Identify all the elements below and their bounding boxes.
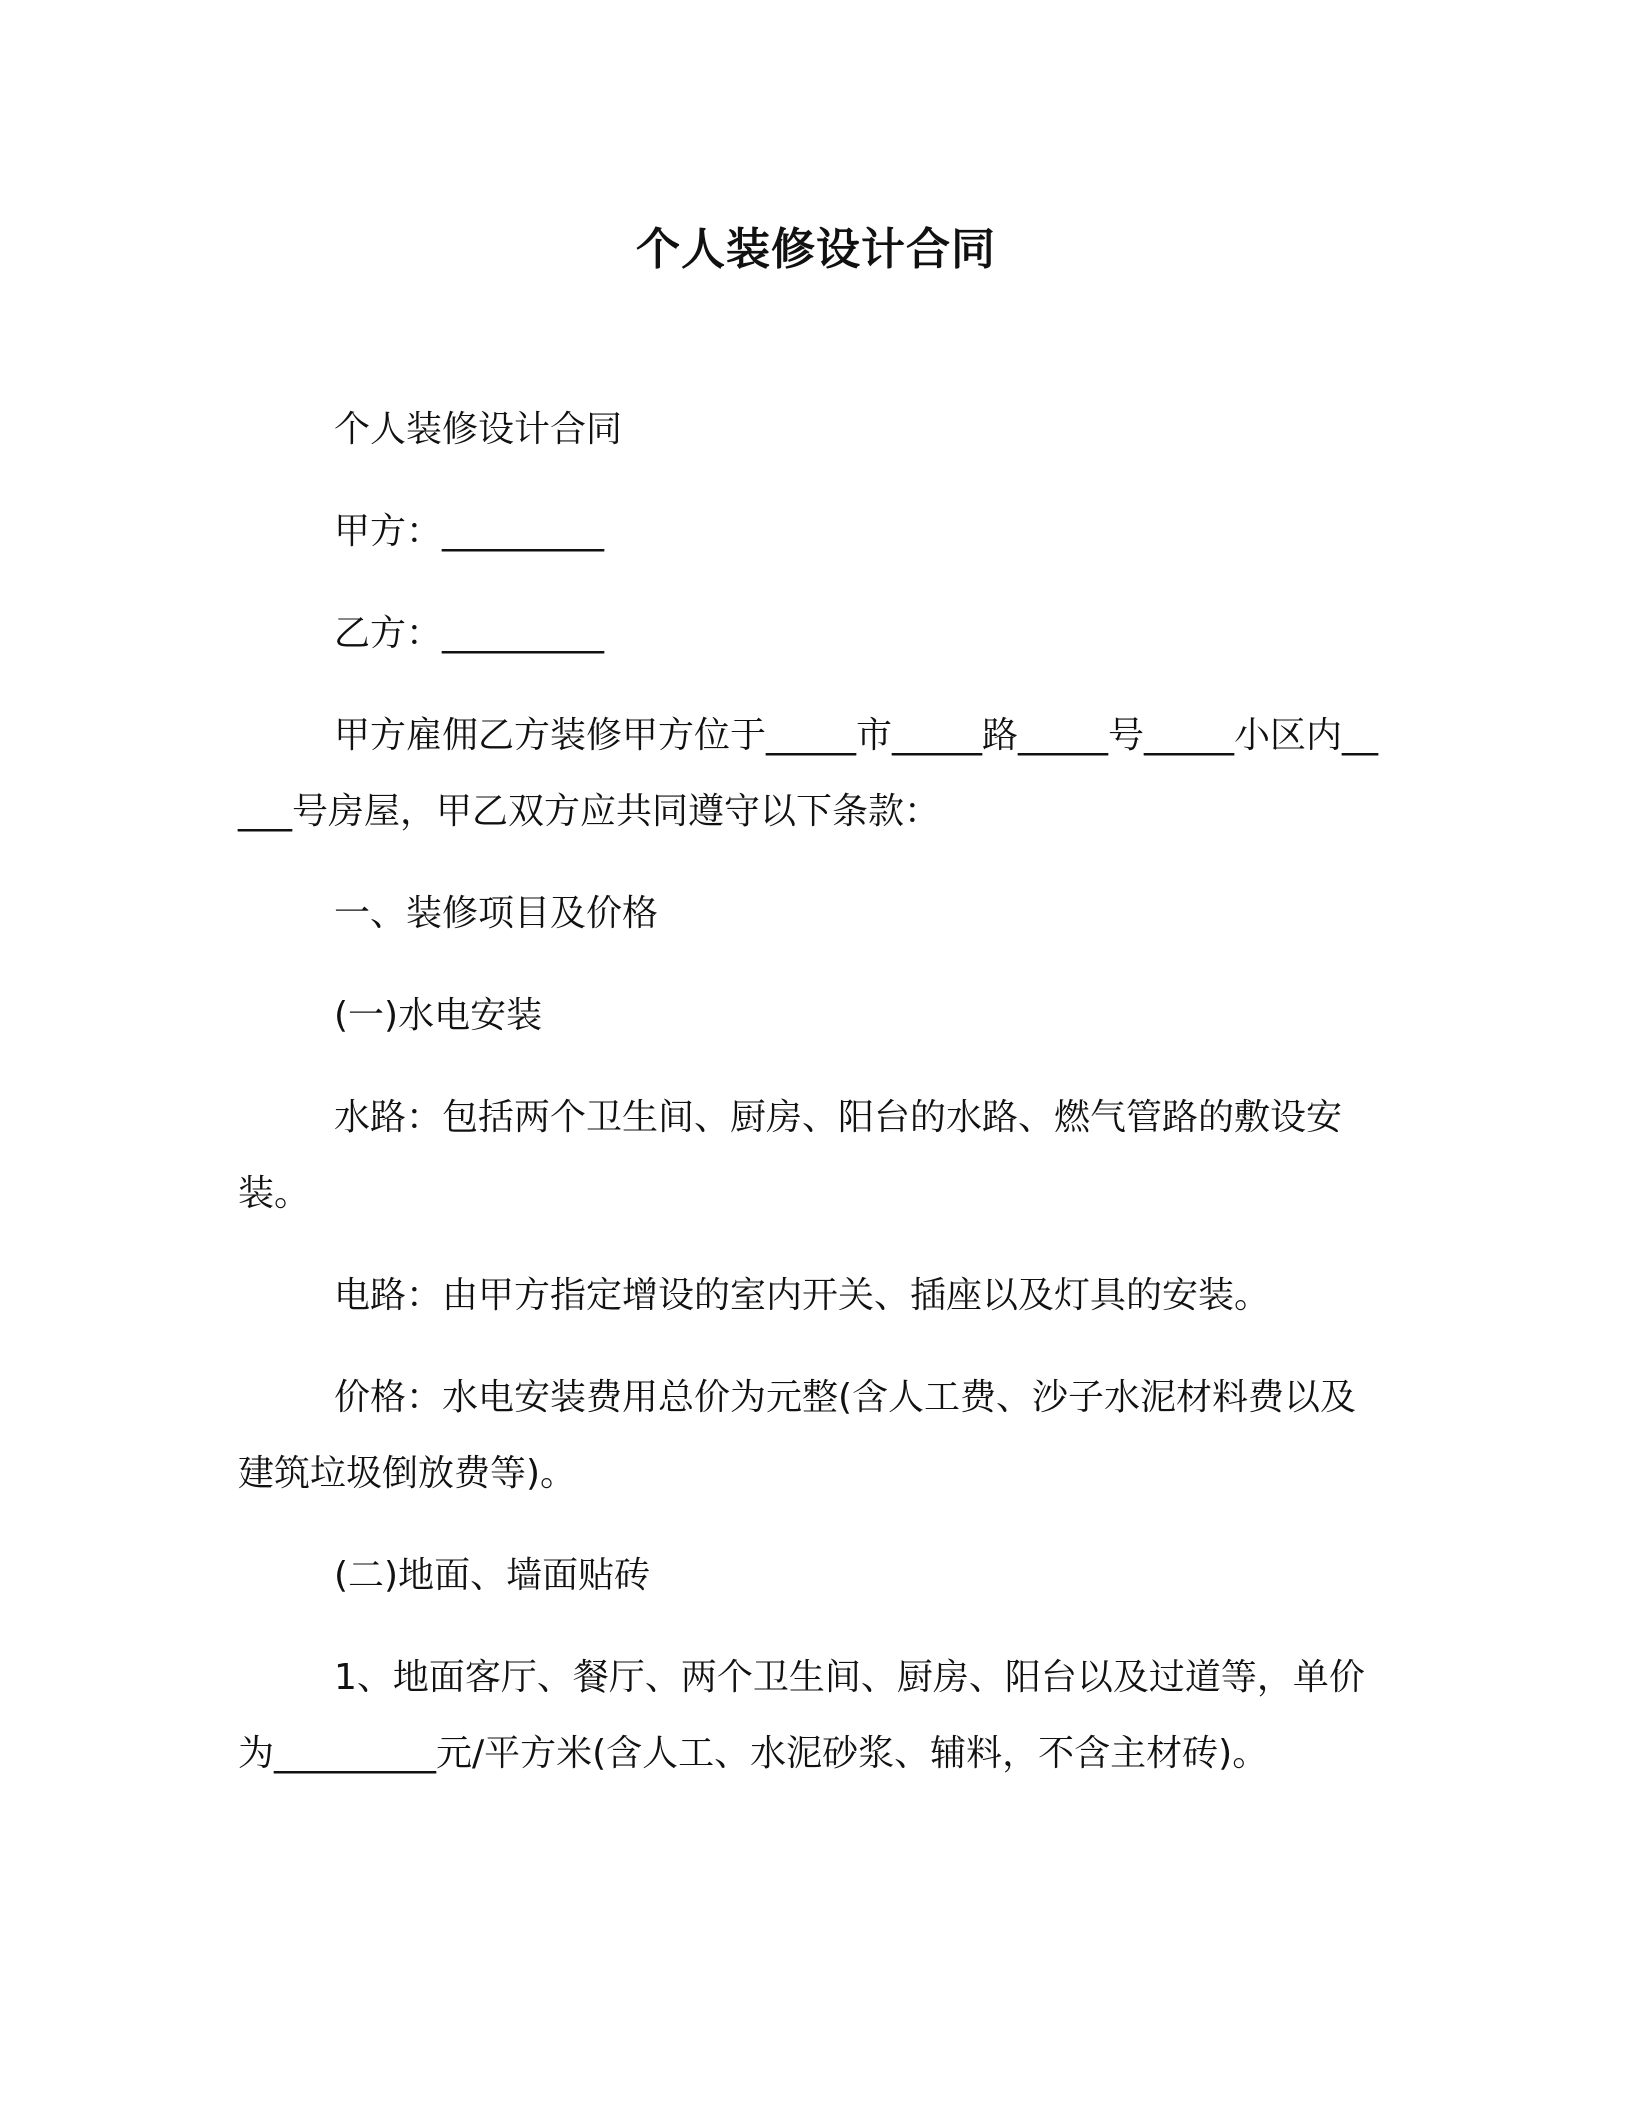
document-title: 个人装修设计合同	[636, 224, 996, 275]
electric-clause: 电路：由甲方指定增设的室内开关、插座以及灯具的安装。	[334, 1275, 1271, 1316]
party-b-line: 乙方：_________	[334, 613, 605, 654]
contract-heading: 个人装修设计合同	[334, 409, 623, 450]
subsection-heading-plumbing-electric: (一)水电安装	[334, 995, 543, 1036]
plumbing-clause: 水路：包括两个卫生间、厨房、阳台的水路、燃气管路的敷设安装。	[238, 1097, 1343, 1214]
section-heading-items-price: 一、装修项目及价格	[334, 893, 659, 934]
address-clause: 甲方雇佣乙方装修甲方位于_____市_____路_____号_____小区内_____号房屋，甲乙双方应共同遵守以下条款：	[238, 715, 1379, 832]
party-a-line: 甲方：_________	[334, 511, 605, 552]
subsection-heading-tiling: (二)地面、墙面贴砖	[334, 1555, 651, 1596]
price-clause: 价格：水电安装费用总价为元整(含人工费、沙子水泥材料费以及建筑垃圾倒放费等)。	[238, 1377, 1357, 1494]
floor-tiling-clause: 1、地面客厅、餐厅、两个卫生间、厨房、阳台以及过道等，单价为_________元/平方米(含人工、水泥砂浆、辅料，不含主材砖)。	[238, 1657, 1365, 1774]
document-body	[238, 392, 1390, 1818]
